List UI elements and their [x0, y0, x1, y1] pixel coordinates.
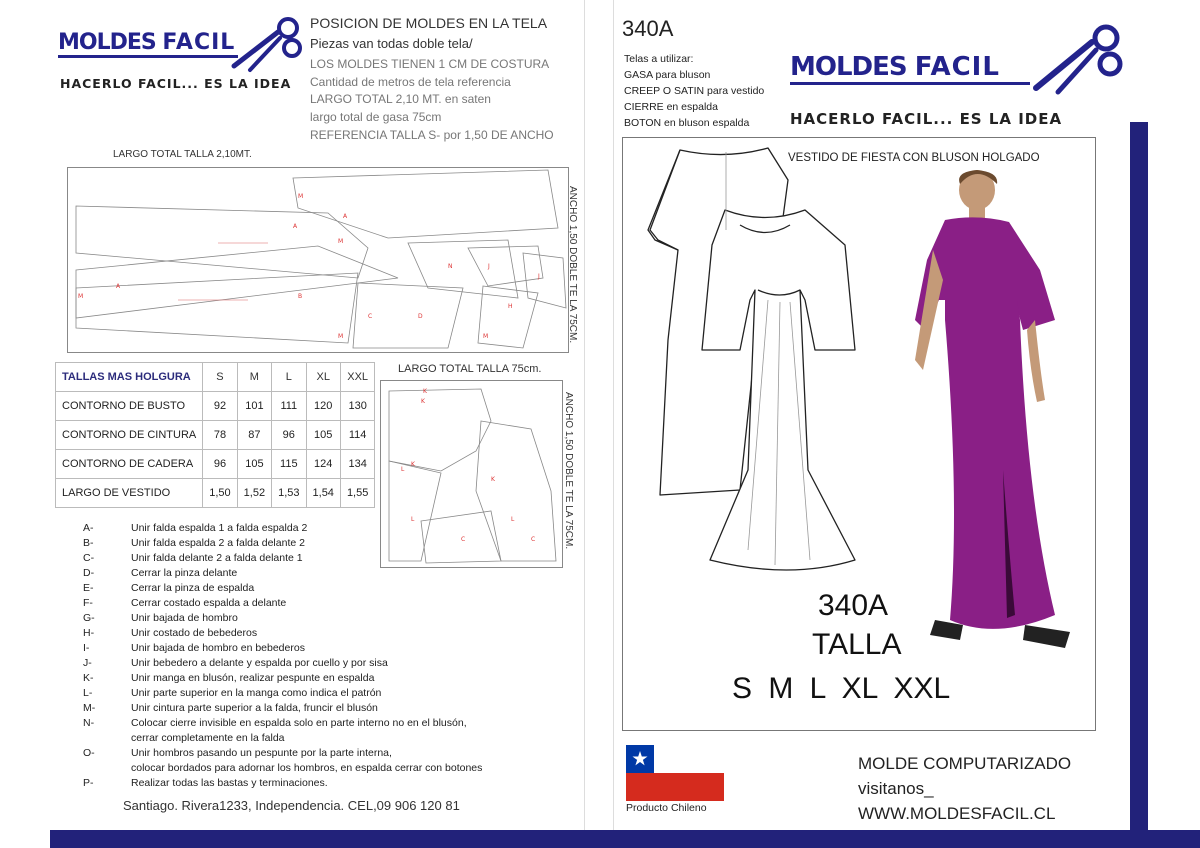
right-logo	[790, 52, 1030, 85]
table-cell: 92	[203, 392, 237, 421]
step-text: Unir bajada de hombro en bebederos	[131, 642, 305, 654]
table-cell: CONTORNO DE BUSTO	[56, 392, 203, 421]
table-row	[56, 421, 375, 450]
table-cell: 120	[306, 392, 340, 421]
right-logo-underline	[790, 82, 1030, 85]
dress-technical-drawing	[640, 140, 870, 590]
table-cell: 87	[237, 421, 271, 450]
step-text: cerrar completamente en la falda	[131, 732, 285, 744]
list-item	[83, 581, 531, 596]
right-logo-text	[790, 52, 1030, 82]
fabric-line: CREEP O SATIN para vestido	[624, 85, 765, 97]
layout1-width-label: ANCHO 1,50 DOBLE TE LA 75CM.	[567, 186, 578, 344]
step-text: Realizar todas las bastas y terminaciones.	[131, 777, 328, 789]
header-line-1: POSICION DE MOLDES EN LA TELA	[310, 15, 548, 31]
list-item	[83, 776, 531, 791]
table-cell: LARGO DE VESTIDO	[56, 479, 203, 508]
table-cell: 105	[306, 421, 340, 450]
size-table	[55, 362, 375, 508]
product-origin-label: Producto Chileno	[626, 802, 707, 814]
step-key: I-	[83, 642, 90, 654]
step-key	[83, 761, 131, 776]
header-line-7: REFERENCIA TALLA S- por 1,50 DE ANCHO	[310, 128, 554, 142]
step-text: Cerrar la pinza de espalda	[131, 582, 255, 594]
step-text: Unir cintura parte superior a la falda, fruncir el blusón	[131, 702, 378, 714]
header-line-6: largo total de gasa 75cm	[310, 110, 442, 124]
molde-line-1: MOLDE COMPUTARIZADO	[858, 754, 1072, 773]
list-item	[83, 716, 531, 731]
step-text: Unir bajada de hombro	[131, 612, 238, 624]
table-row	[56, 392, 375, 421]
list-item	[83, 641, 531, 656]
contact-block	[858, 751, 1071, 826]
step-text: Unir bebedero a delante y espalda por cuello y por sisa	[131, 657, 388, 669]
step-key: A-	[83, 522, 94, 534]
svg-text:K: K	[423, 388, 427, 395]
size-table-header-m: M	[237, 363, 271, 392]
list-item	[83, 626, 531, 641]
table-cell: 1,52	[237, 479, 271, 508]
step-key: D-	[83, 567, 95, 579]
table-cell: 1,55	[340, 479, 374, 508]
step-text: Unir hombros pasando un pespunte por la parte interna,	[131, 747, 392, 759]
right-logo-brand-b: FACIL	[914, 52, 1000, 82]
table-cell: CONTORNO DE CINTURA	[56, 421, 203, 450]
svg-text:C: C	[368, 313, 373, 320]
fabric-line: Telas a utilizar:	[624, 53, 694, 65]
step-key: F-	[83, 597, 93, 609]
bottom-border-bar	[50, 830, 1200, 848]
step-key: M-	[83, 702, 96, 714]
step-key: P-	[83, 777, 94, 789]
step-key: E-	[83, 582, 94, 594]
left-logo-underline	[58, 55, 238, 58]
step-key: J-	[83, 657, 92, 669]
table-cell: 111	[272, 392, 306, 421]
step-key	[83, 731, 131, 746]
step-text: colocar bordados para adornar los hombros, en espalda cerrar con botones	[131, 762, 483, 774]
svg-text:C: C	[531, 536, 536, 543]
step-text: Unir falda espalda 2 a falda delante 2	[131, 537, 305, 549]
table-cell: 124	[306, 450, 340, 479]
step-text: Cerrar la pinza delante	[131, 567, 238, 579]
table-cell: 115	[272, 450, 306, 479]
table-cell: 78	[203, 421, 237, 450]
step-key: B-	[83, 537, 94, 549]
layout1-pattern-pieces	[68, 168, 568, 352]
left-logo-text	[58, 30, 238, 55]
svg-text:L: L	[411, 516, 415, 523]
svg-text:A: A	[293, 223, 298, 230]
svg-text:C: C	[461, 536, 466, 543]
list-item	[83, 761, 531, 776]
table-row	[56, 479, 375, 508]
svg-text:M: M	[298, 193, 304, 200]
list-item	[83, 551, 531, 566]
svg-text:B: B	[298, 293, 303, 300]
step-text: Unir falda espalda 1 a falda espalda 2	[131, 522, 308, 534]
svg-text:A: A	[116, 283, 121, 290]
size-table-header-xxl: XXL	[340, 363, 374, 392]
svg-text:N: N	[448, 263, 453, 270]
table-cell: CONTORNO DE CADERA	[56, 450, 203, 479]
size-table-header-s: S	[203, 363, 237, 392]
list-item	[83, 536, 531, 551]
step-text: Unir falda delante 2 a falda delante 1	[131, 552, 303, 564]
layout1-marker	[67, 167, 569, 353]
size-table-header-l: L	[272, 363, 306, 392]
svg-text:K: K	[421, 398, 425, 405]
step-text: Unir manga en blusón, realizar pespunte en espalda	[131, 672, 375, 684]
molde-line-2: visitanos_	[858, 779, 934, 798]
list-item	[83, 731, 531, 746]
big-model-code: 340A	[818, 589, 889, 622]
right-tagline: HACERLO FACIL... ES LA IDEA	[790, 110, 1063, 128]
svg-text:M: M	[78, 293, 84, 300]
step-text: Cerrar costado espalda a delante	[131, 597, 287, 609]
right-border-bar	[1130, 122, 1148, 848]
layout2-width-label: ANCHO 1,50 DOBLE TE LA 75CM.	[563, 392, 574, 550]
list-item	[83, 671, 531, 686]
list-item	[83, 611, 531, 626]
table-cell: 1,54	[306, 479, 340, 508]
table-cell: 114	[340, 421, 374, 450]
step-key: C-	[83, 552, 95, 564]
table-row	[56, 450, 375, 479]
layout1-label: LARGO TOTAL TALLA 2,10MT.	[113, 149, 252, 160]
svg-text:J: J	[488, 263, 490, 270]
left-logo	[58, 30, 238, 58]
right-logo-brand-a: MOLDES	[790, 52, 907, 82]
svg-text:K: K	[411, 461, 415, 468]
table-cell: 134	[340, 450, 374, 479]
fabric-line: BOTON en bluson espalda	[624, 117, 750, 129]
svg-text:A: A	[343, 213, 348, 220]
table-cell: 101	[237, 392, 271, 421]
assembly-steps	[83, 521, 531, 791]
list-item	[83, 656, 531, 671]
svg-text:M: M	[338, 333, 344, 340]
size-table-header-xl: XL	[306, 363, 340, 392]
fabric-line: CIERRE en espalda	[624, 101, 718, 113]
list-item	[83, 596, 531, 611]
step-key: H-	[83, 627, 95, 639]
fabric-list	[624, 51, 764, 131]
list-item	[83, 701, 531, 716]
size-table-header-label: TALLAS MAS HOLGURA	[56, 363, 203, 392]
model-photo	[905, 170, 1080, 665]
talla-label: TALLA	[812, 628, 902, 661]
page-gutter	[584, 0, 614, 848]
header-line-4: Cantidad de metros de tela referencia	[310, 75, 511, 89]
table-cell: 96	[272, 421, 306, 450]
size-table-header	[56, 363, 375, 392]
svg-text:L: L	[401, 466, 405, 473]
table-cell: 130	[340, 392, 374, 421]
layout2-label: LARGO TOTAL TALLA 75cm.	[398, 363, 542, 375]
left-scissors-icon	[228, 14, 308, 74]
table-cell: 1,53	[272, 479, 306, 508]
table-cell: 96	[203, 450, 237, 479]
step-text: Colocar cierre invisible en espalda solo en parte interno no en el blusón,	[131, 717, 467, 729]
table-cell: 105	[237, 450, 271, 479]
step-key: G-	[83, 612, 95, 624]
left-tagline: HACERLO FACIL... ES LA IDEA	[60, 76, 292, 91]
header-line-2: Piezas van todas doble tela/	[310, 36, 473, 51]
step-text: Unir parte superior en la manga como indica el patrón	[131, 687, 382, 699]
svg-text:J: J	[538, 273, 540, 280]
step-key: N-	[83, 717, 95, 729]
website-link[interactable]: WWW.MOLDESFACIL.CL	[858, 804, 1056, 823]
table-cell: 1,50	[203, 479, 237, 508]
step-text: Unir costado de bebederos	[131, 627, 258, 639]
list-item	[83, 686, 531, 701]
list-item	[83, 746, 531, 761]
svg-text:D: D	[418, 313, 423, 320]
header-line-5: LARGO TOTAL 2,10 MT. en saten	[310, 92, 491, 106]
svg-text:K: K	[491, 476, 495, 483]
chile-flag-icon	[626, 745, 724, 801]
model-code: 340A	[622, 16, 674, 41]
svg-text:L: L	[511, 516, 515, 523]
step-key: L-	[83, 687, 93, 699]
svg-text:H: H	[508, 303, 513, 310]
address-line: Santiago. Rivera1233, Independencia. CEL,09 906 120 81	[123, 798, 460, 813]
svg-text:M: M	[338, 238, 344, 245]
step-key: O-	[83, 747, 95, 759]
fabric-line: GASA para bluson	[624, 69, 711, 81]
available-sizes: S M L XL XXL	[732, 672, 951, 705]
model-title: VESTIDO DE FIESTA CON BLUSON HOLGADO	[788, 152, 1040, 164]
right-scissors-icon	[1030, 20, 1130, 96]
left-logo-brand-a: MOLDES	[58, 30, 156, 55]
list-item	[83, 521, 531, 536]
step-key: K-	[83, 672, 94, 684]
svg-text:M: M	[483, 333, 489, 340]
left-logo-brand-b: FACIL	[162, 30, 236, 55]
header-line-3: LOS MOLDES TIENEN 1 CM DE COSTURA	[310, 57, 550, 71]
list-item	[83, 566, 531, 581]
